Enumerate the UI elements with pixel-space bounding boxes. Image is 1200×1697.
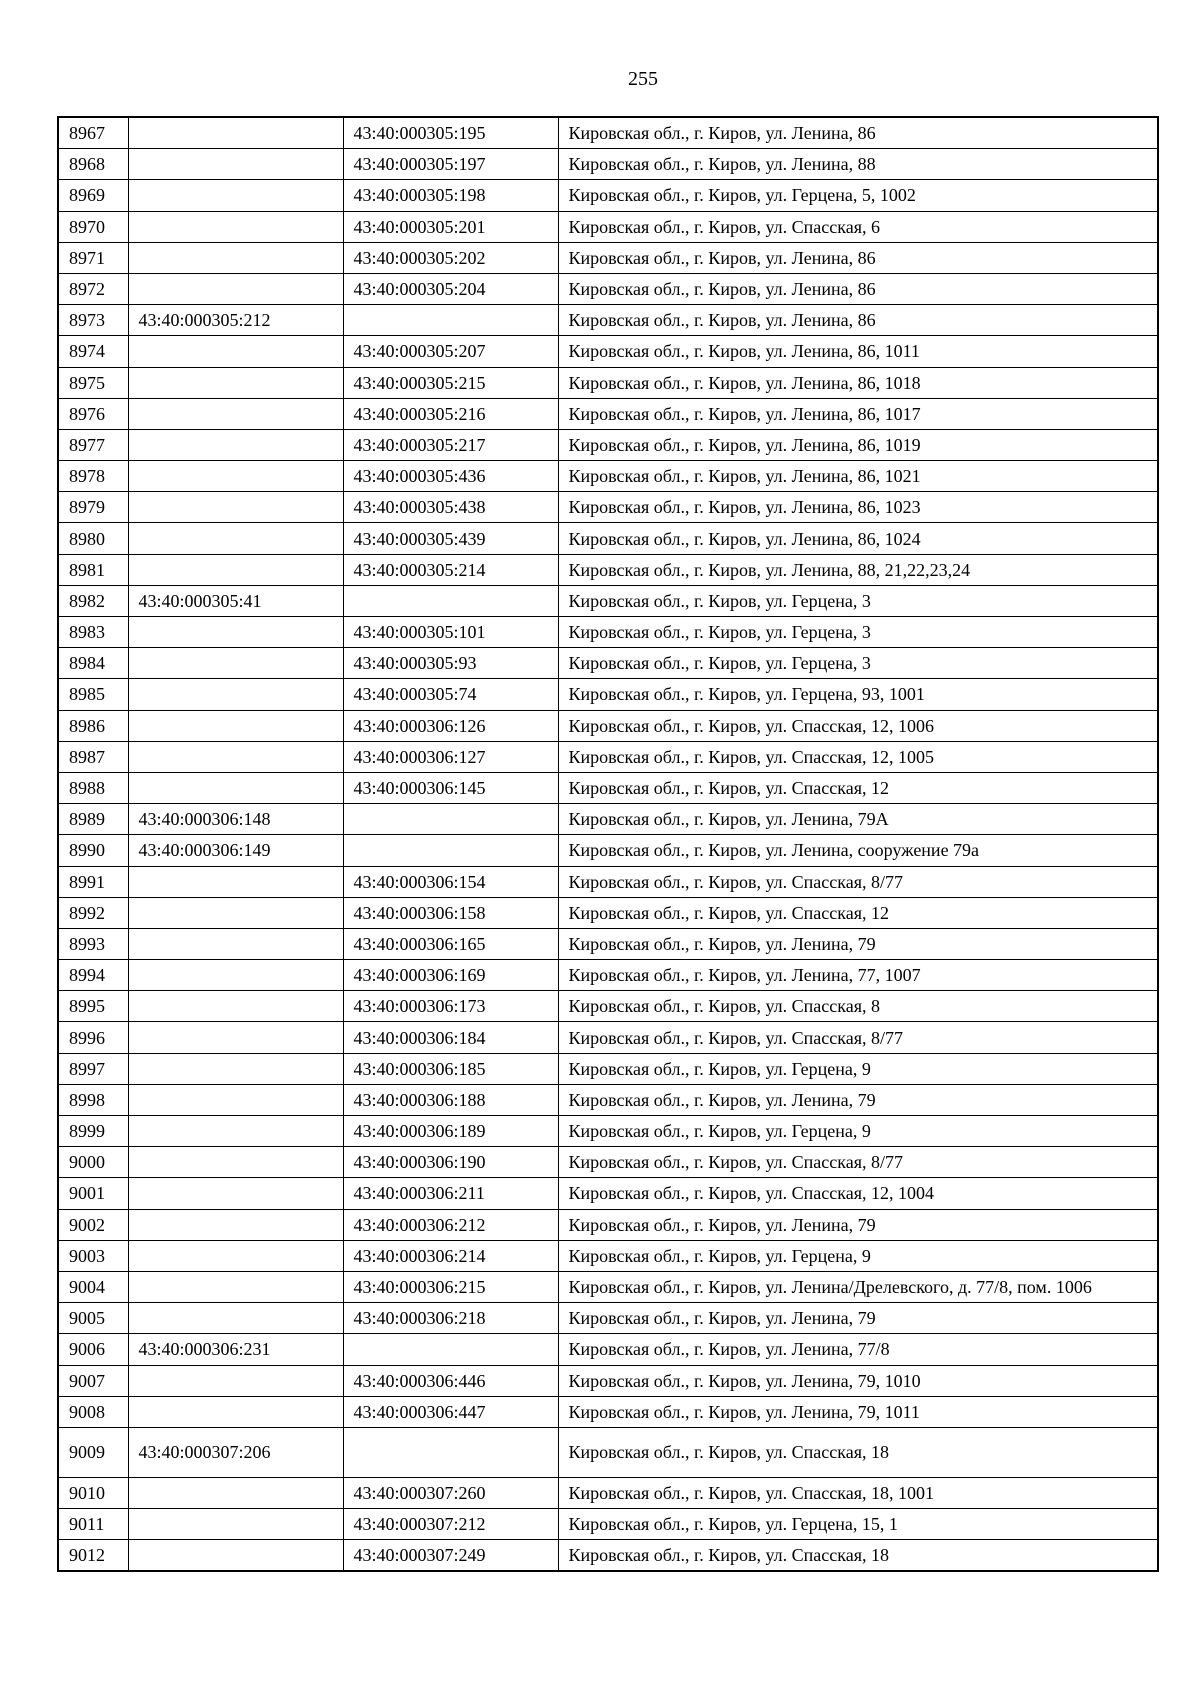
table-row [58, 1334, 1158, 1365]
table-row [58, 585, 1158, 616]
row-number-cell: 8981 [58, 554, 128, 585]
land-parcel-number-cell [128, 1147, 343, 1178]
row-number-cell: 8968 [58, 149, 128, 180]
building-number-cell: 43:40:000306:214 [343, 1240, 558, 1271]
row-number-cell: 8991 [58, 866, 128, 897]
row-number-cell: 9000 [58, 1147, 128, 1178]
table-row [58, 741, 1158, 772]
table-row [58, 117, 1158, 149]
row-number-cell: 8986 [58, 710, 128, 741]
building-number-cell [343, 305, 558, 336]
address-cell: Кировская обл., г. Киров, ул. Ленина, 86, 1024 [558, 523, 1158, 554]
building-number-cell: 43:40:000305:93 [343, 648, 558, 679]
land-parcel-number-cell [128, 710, 343, 741]
table-row [58, 461, 1158, 492]
address-cell: Кировская обл., г. Киров, ул. Спасская, 8/77 [558, 1022, 1158, 1053]
table-row [58, 1022, 1158, 1053]
row-number-cell: 8978 [58, 461, 128, 492]
row-number-cell: 9006 [58, 1334, 128, 1365]
address-cell: Кировская обл., г. Киров, ул. Герцена, 3 [558, 648, 1158, 679]
address-cell: Кировская обл., г. Киров, ул. Ленина, 86, 1023 [558, 492, 1158, 523]
address-cell: Кировская обл., г. Киров, ул. Ленина, 79, 1010 [558, 1365, 1158, 1396]
address-cell: Кировская обл., г. Киров, ул. Спасская, 8/77 [558, 1147, 1158, 1178]
row-number-cell: 8971 [58, 242, 128, 273]
land-parcel-number-cell [128, 492, 343, 523]
table-row [58, 1178, 1158, 1209]
table-row [58, 336, 1158, 367]
building-number-cell: 43:40:000305:216 [343, 398, 558, 429]
building-number-cell: 43:40:000305:198 [343, 180, 558, 211]
address-cell: Кировская обл., г. Киров, ул. Ленина, 79 [558, 1084, 1158, 1115]
table-row [58, 617, 1158, 648]
building-number-cell: 43:40:000305:439 [343, 523, 558, 554]
land-parcel-number-cell [128, 1022, 343, 1053]
land-parcel-number-cell: 43:40:000307:206 [128, 1427, 343, 1477]
row-number-cell: 8990 [58, 835, 128, 866]
building-number-cell: 43:40:000306:218 [343, 1303, 558, 1334]
address-cell: Кировская обл., г. Киров, ул. Спасская, 12, 1006 [558, 710, 1158, 741]
row-number-cell: 9011 [58, 1509, 128, 1540]
building-number-cell: 43:40:000306:173 [343, 991, 558, 1022]
building-number-cell: 43:40:000305:438 [343, 492, 558, 523]
building-number-cell: 43:40:000306:188 [343, 1084, 558, 1115]
table-row [58, 1084, 1158, 1115]
address-cell: Кировская обл., г. Киров, ул. Ленина, 79А [558, 804, 1158, 835]
address-cell: Кировская обл., г. Киров, ул. Ленина/Дрелевского, д. 77/8, пом. 1006 [558, 1271, 1158, 1302]
row-number-cell: 8984 [58, 648, 128, 679]
row-number-cell: 9001 [58, 1178, 128, 1209]
building-number-cell [343, 1427, 558, 1477]
building-number-cell: 43:40:000307:212 [343, 1509, 558, 1540]
address-cell: Кировская обл., г. Киров, ул. Ленина, 86, 1019 [558, 429, 1158, 460]
building-number-cell: 43:40:000306:447 [343, 1396, 558, 1427]
row-number-cell: 8974 [58, 336, 128, 367]
land-parcel-number-cell: 43:40:000305:212 [128, 305, 343, 336]
address-cell: Кировская обл., г. Киров, ул. Спасская, 12 [558, 897, 1158, 928]
land-parcel-number-cell [128, 866, 343, 897]
table-row [58, 1116, 1158, 1147]
address-cell: Кировская обл., г. Киров, ул. Ленина, 86 [558, 273, 1158, 304]
land-parcel-number-cell [128, 741, 343, 772]
building-number-cell: 43:40:000305:74 [343, 679, 558, 710]
row-number-cell: 8987 [58, 741, 128, 772]
address-cell: Кировская обл., г. Киров, ул. Герцена, 9 [558, 1240, 1158, 1271]
address-cell: Кировская обл., г. Киров, ул. Герцена, 3 [558, 585, 1158, 616]
land-parcel-number-cell [128, 648, 343, 679]
address-cell: Кировская обл., г. Киров, ул. Спасская, 12 [558, 772, 1158, 803]
building-number-cell: 43:40:000305:195 [343, 117, 558, 149]
table-row [58, 679, 1158, 710]
land-parcel-number-cell [128, 273, 343, 304]
address-cell: Кировская обл., г. Киров, ул. Герцена, 9 [558, 1053, 1158, 1084]
table-row [58, 305, 1158, 336]
building-number-cell: 43:40:000306:154 [343, 866, 558, 897]
address-cell: Кировская обл., г. Киров, ул. Ленина, 79 [558, 928, 1158, 959]
table-row [58, 835, 1158, 866]
address-cell: Кировская обл., г. Киров, ул. Ленина, 86 [558, 242, 1158, 273]
address-cell: Кировская обл., г. Киров, ул. Ленина, 79 [558, 1209, 1158, 1240]
land-parcel-number-cell [128, 429, 343, 460]
building-number-cell: 43:40:000306:211 [343, 1178, 558, 1209]
building-number-cell: 43:40:000305:197 [343, 149, 558, 180]
address-cell: Кировская обл., г. Киров, ул. Герцена, 15, 1 [558, 1509, 1158, 1540]
building-number-cell: 43:40:000305:101 [343, 617, 558, 648]
table-row [58, 772, 1158, 803]
row-number-cell: 8992 [58, 897, 128, 928]
row-number-cell: 8967 [58, 117, 128, 149]
address-cell: Кировская обл., г. Киров, ул. Ленина, 79, 1011 [558, 1396, 1158, 1427]
row-number-cell: 9008 [58, 1396, 128, 1427]
address-cell: Кировская обл., г. Киров, ул. Герцена, 3 [558, 617, 1158, 648]
building-number-cell: 43:40:000306:190 [343, 1147, 558, 1178]
row-number-cell: 9009 [58, 1427, 128, 1477]
table-row [58, 928, 1158, 959]
land-parcel-number-cell [128, 180, 343, 211]
building-number-cell [343, 835, 558, 866]
building-number-cell: 43:40:000305:202 [343, 242, 558, 273]
row-number-cell: 8976 [58, 398, 128, 429]
building-number-cell: 43:40:000306:145 [343, 772, 558, 803]
building-number-cell: 43:40:000307:249 [343, 1540, 558, 1572]
land-parcel-number-cell [128, 1477, 343, 1508]
row-number-cell: 8989 [58, 804, 128, 835]
land-parcel-number-cell [128, 960, 343, 991]
building-number-cell [343, 1334, 558, 1365]
building-number-cell: 43:40:000306:165 [343, 928, 558, 959]
land-parcel-number-cell [128, 1509, 343, 1540]
table-row [58, 804, 1158, 835]
row-number-cell: 9003 [58, 1240, 128, 1271]
table-row [58, 1147, 1158, 1178]
building-number-cell: 43:40:000306:212 [343, 1209, 558, 1240]
table-row [58, 648, 1158, 679]
land-parcel-number-cell [128, 1178, 343, 1209]
table-row [58, 180, 1158, 211]
land-parcel-number-cell [128, 367, 343, 398]
address-cell: Кировская обл., г. Киров, ул. Ленина, 77, 1007 [558, 960, 1158, 991]
registry-table [57, 116, 1159, 1572]
table-row [58, 429, 1158, 460]
table-row [58, 1427, 1158, 1477]
address-cell: Кировская обл., г. Киров, ул. Герцена, 5, 1002 [558, 180, 1158, 211]
land-parcel-number-cell [128, 617, 343, 648]
address-cell: Кировская обл., г. Киров, ул. Спасская, 12, 1004 [558, 1178, 1158, 1209]
row-number-cell: 8996 [58, 1022, 128, 1053]
land-parcel-number-cell [128, 1271, 343, 1302]
building-number-cell: 43:40:000305:204 [343, 273, 558, 304]
address-cell: Кировская обл., г. Киров, ул. Ленина, 77/8 [558, 1334, 1158, 1365]
row-number-cell: 8970 [58, 211, 128, 242]
land-parcel-number-cell: 43:40:000306:149 [128, 835, 343, 866]
table-row [58, 991, 1158, 1022]
row-number-cell: 8993 [58, 928, 128, 959]
address-cell: Кировская обл., г. Киров, ул. Ленина, 88, 21,22,23,24 [558, 554, 1158, 585]
land-parcel-number-cell [128, 897, 343, 928]
row-number-cell: 9012 [58, 1540, 128, 1572]
address-cell: Кировская обл., г. Киров, ул. Ленина, 86, 1017 [558, 398, 1158, 429]
row-number-cell: 9002 [58, 1209, 128, 1240]
building-number-cell: 43:40:000307:260 [343, 1477, 558, 1508]
address-cell: Кировская обл., г. Киров, ул. Спасская, 18 [558, 1427, 1158, 1477]
land-parcel-number-cell [128, 1053, 343, 1084]
address-cell: Кировская обл., г. Киров, ул. Герцена, 93, 1001 [558, 679, 1158, 710]
row-number-cell: 8980 [58, 523, 128, 554]
address-cell: Кировская обл., г. Киров, ул. Спасская, 8 [558, 991, 1158, 1022]
row-number-cell: 8983 [58, 617, 128, 648]
land-parcel-number-cell [128, 1303, 343, 1334]
table-row [58, 1477, 1158, 1508]
address-cell: Кировская обл., г. Киров, ул. Герцена, 9 [558, 1116, 1158, 1147]
land-parcel-number-cell [128, 117, 343, 149]
land-parcel-number-cell [128, 398, 343, 429]
row-number-cell: 8994 [58, 960, 128, 991]
table-row [58, 242, 1158, 273]
building-number-cell: 43:40:000306:215 [343, 1271, 558, 1302]
address-cell: Кировская обл., г. Киров, ул. Спасская, 6 [558, 211, 1158, 242]
land-parcel-number-cell [128, 336, 343, 367]
land-parcel-number-cell [128, 554, 343, 585]
building-number-cell: 43:40:000305:436 [343, 461, 558, 492]
table-row [58, 554, 1158, 585]
table-row [58, 1303, 1158, 1334]
building-number-cell: 43:40:000306:184 [343, 1022, 558, 1053]
address-cell: Кировская обл., г. Киров, ул. Ленина, 86 [558, 305, 1158, 336]
address-cell: Кировская обл., г. Киров, ул. Ленина, 86, 1018 [558, 367, 1158, 398]
table-row [58, 398, 1158, 429]
building-number-cell [343, 804, 558, 835]
table-row [58, 492, 1158, 523]
row-number-cell: 8985 [58, 679, 128, 710]
table-row [58, 1209, 1158, 1240]
building-number-cell: 43:40:000306:158 [343, 897, 558, 928]
row-number-cell: 8969 [58, 180, 128, 211]
row-number-cell: 9005 [58, 1303, 128, 1334]
land-parcel-number-cell [128, 1084, 343, 1115]
land-parcel-number-cell [128, 772, 343, 803]
registry-table-body [58, 117, 1158, 1571]
building-number-cell: 43:40:000306:446 [343, 1365, 558, 1396]
land-parcel-number-cell [128, 149, 343, 180]
land-parcel-number-cell [128, 1396, 343, 1427]
table-row [58, 1540, 1158, 1572]
row-number-cell: 8997 [58, 1053, 128, 1084]
row-number-cell: 8998 [58, 1084, 128, 1115]
building-number-cell: 43:40:000305:207 [343, 336, 558, 367]
land-parcel-number-cell [128, 1540, 343, 1572]
land-parcel-number-cell: 43:40:000305:41 [128, 585, 343, 616]
row-number-cell: 8972 [58, 273, 128, 304]
land-parcel-number-cell [128, 928, 343, 959]
building-number-cell: 43:40:000306:169 [343, 960, 558, 991]
table-row [58, 367, 1158, 398]
building-number-cell: 43:40:000305:214 [343, 554, 558, 585]
table-row [58, 1396, 1158, 1427]
row-number-cell: 8973 [58, 305, 128, 336]
row-number-cell: 9007 [58, 1365, 128, 1396]
building-number-cell: 43:40:000306:127 [343, 741, 558, 772]
row-number-cell: 8979 [58, 492, 128, 523]
page-number: 255 [628, 68, 658, 90]
table-row [58, 1271, 1158, 1302]
row-number-cell: 9004 [58, 1271, 128, 1302]
table-row [58, 149, 1158, 180]
address-cell: Кировская обл., г. Киров, ул. Ленина, 79 [558, 1303, 1158, 1334]
land-parcel-number-cell [128, 991, 343, 1022]
land-parcel-number-cell: 43:40:000306:231 [128, 1334, 343, 1365]
building-number-cell: 43:40:000306:189 [343, 1116, 558, 1147]
address-cell: Кировская обл., г. Киров, ул. Спасская, 18, 1001 [558, 1477, 1158, 1508]
address-cell: Кировская обл., г. Киров, ул. Спасская, 8/77 [558, 866, 1158, 897]
address-cell: Кировская обл., г. Киров, ул. Спасская, 12, 1005 [558, 741, 1158, 772]
land-parcel-number-cell: 43:40:000306:148 [128, 804, 343, 835]
building-number-cell: 43:40:000305:217 [343, 429, 558, 460]
table-row [58, 1509, 1158, 1540]
table-row [58, 211, 1158, 242]
table-row [58, 710, 1158, 741]
table-row [58, 273, 1158, 304]
address-cell: Кировская обл., г. Киров, ул. Ленина, 86, 1021 [558, 461, 1158, 492]
land-parcel-number-cell [128, 1240, 343, 1271]
table-row [58, 1240, 1158, 1271]
land-parcel-number-cell [128, 523, 343, 554]
row-number-cell: 8988 [58, 772, 128, 803]
table-row [58, 960, 1158, 991]
land-parcel-number-cell [128, 1209, 343, 1240]
building-number-cell: 43:40:000305:215 [343, 367, 558, 398]
land-parcel-number-cell [128, 211, 343, 242]
table-row [58, 1365, 1158, 1396]
table-row [58, 866, 1158, 897]
building-number-cell: 43:40:000305:201 [343, 211, 558, 242]
row-number-cell: 8977 [58, 429, 128, 460]
table-row [58, 1053, 1158, 1084]
building-number-cell: 43:40:000306:126 [343, 710, 558, 741]
address-cell: Кировская обл., г. Киров, ул. Ленина, 88 [558, 149, 1158, 180]
address-cell: Кировская обл., г. Киров, ул. Ленина, 86, 1011 [558, 336, 1158, 367]
land-parcel-number-cell [128, 1365, 343, 1396]
row-number-cell: 8975 [58, 367, 128, 398]
row-number-cell: 8982 [58, 585, 128, 616]
row-number-cell: 8995 [58, 991, 128, 1022]
land-parcel-number-cell [128, 679, 343, 710]
row-number-cell: 8999 [58, 1116, 128, 1147]
land-parcel-number-cell [128, 1116, 343, 1147]
land-parcel-number-cell [128, 242, 343, 273]
address-cell: Кировская обл., г. Киров, ул. Ленина, сооружение 79а [558, 835, 1158, 866]
table-row [58, 897, 1158, 928]
table-row [58, 523, 1158, 554]
address-cell: Кировская обл., г. Киров, ул. Спасская, 18 [558, 1540, 1158, 1572]
address-cell: Кировская обл., г. Киров, ул. Ленина, 86 [558, 117, 1158, 149]
row-number-cell: 9010 [58, 1477, 128, 1508]
building-number-cell [343, 585, 558, 616]
land-parcel-number-cell [128, 461, 343, 492]
building-number-cell: 43:40:000306:185 [343, 1053, 558, 1084]
